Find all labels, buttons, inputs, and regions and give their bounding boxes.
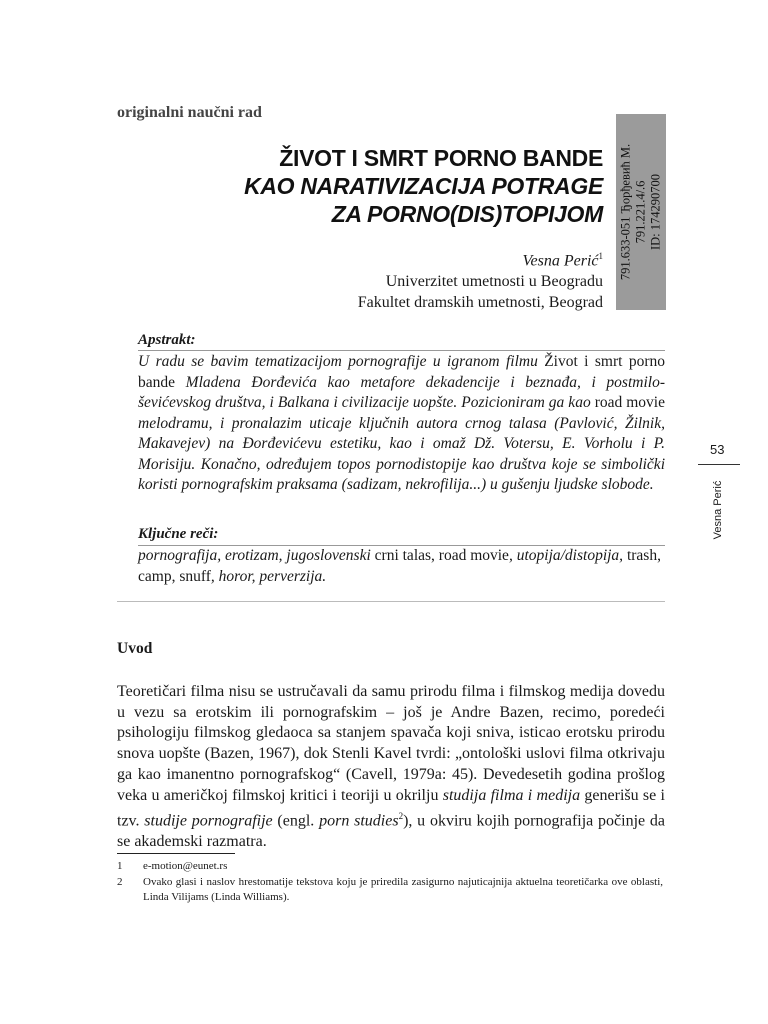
- author-name: Vesna Perić: [522, 252, 599, 270]
- author-email: e-motion@eunet.rs: [143, 860, 228, 872]
- abstract-divider: [138, 350, 665, 351]
- title-line-1: ŽIVOT I SMRT PORNO BANDE: [279, 145, 603, 171]
- footnote-2: 2 Ovako glasi i naslov hrestomatije tekstova koju je priredila zasigurno najuticajnija aktuelna teoretičarka ove oblasti, Linda Vilijams (Linda Williams).: [117, 876, 663, 903]
- footnote-rule: [117, 853, 235, 854]
- udc-code-1: 791.633-051 Ђорђевић М.: [618, 143, 633, 281]
- record-id: ID: 174290700: [648, 173, 663, 251]
- keywords-label: Ključne reči:: [138, 526, 219, 542]
- running-head: Vesna Perić: [712, 480, 724, 540]
- margin-rule: [698, 464, 740, 465]
- page-number: 53: [710, 442, 725, 457]
- abstract-label: Apstrakt:: [138, 332, 196, 348]
- author-footnote-ref: 1: [598, 251, 603, 261]
- udc-code-2: 791.221.4/.6: [633, 180, 648, 244]
- author-block: [358, 246, 603, 313]
- film-title: Život i smrt porno bande: [138, 353, 665, 391]
- footnote-1: 1 e-motion@eunet.rs: [117, 859, 665, 874]
- section-heading: Uvod: [117, 640, 153, 657]
- title-line-3: ZA PORNO(DIS)TOPIJOM: [331, 201, 603, 227]
- title-line-2: KAO NARATIVIZACIJA POTRAGE: [244, 173, 603, 199]
- article-type: originalni naučni rad: [117, 104, 262, 121]
- footnote-ref-2: 2: [398, 811, 404, 822]
- keywords-text: pornografija, erotizam, jugoslovenski crni talas, road movie, utopija/distopija, trash, camp, snuff, horor, perverzija.: [138, 547, 661, 585]
- udc-classification-box: [616, 114, 666, 310]
- header-end-divider: [117, 601, 665, 602]
- article-title: [244, 144, 603, 228]
- abstract-text: U radu se bavim tematizacijom pornografije u igranom filmu Život i smrt porno bande Mladena Đorđevića kao metafore dekadencije i beznađa, i postmiloševićevskog društva, i Balkana i civilizacije uopšte. Pozicioniram ga kao road movie melodramu, i pronalazim uticaje ključnih autora crnog talasa (Pavlović, Žilnik, Makavejev) na Đorđevićevu estetiku, kao i omaž Dž. Votersu, E. Vorholu i P. Morisiju. Konačno, određujem topos pornodistopije kao društva koje se simbolički koristi pornografskim praksama (sadizam, nekrofilija...) u gušenju ljudske slobode.: [138, 353, 666, 493]
- affiliation-university: Univerzitet umetnosti u Beogradu: [385, 273, 603, 291]
- affiliation-faculty: Fakultet dramskih umetnosti, Beograd: [357, 294, 603, 312]
- body-paragraph: Teoretičari filma nisu se ustručavali da samu prirodu filma i filmskog medija dovedu u vezu sa erotskim ili pornografskim – još je Andre Bazen, recimo, poredeći psihologiju filmskog gledaoca sa stanjem spavača koji sniva, isticao erotsku prirodu snova uopšte (Bazen, 1967), dok Stenli Kavel tvrdi: „ontološki uslovi filma otkrivaju ga kao imanentno pornografskog“ (Cavell, 1979a: 45). Devedesetih godina prošlog veka u američkoj filmskoj kritici i teoriji u okrilju studija filma i medija generišu se i tzv. studije pornografije (engl. porn studies$^2$), u okviru kojih pornografija počinje da se akademski razmatra.: [117, 683, 666, 851]
